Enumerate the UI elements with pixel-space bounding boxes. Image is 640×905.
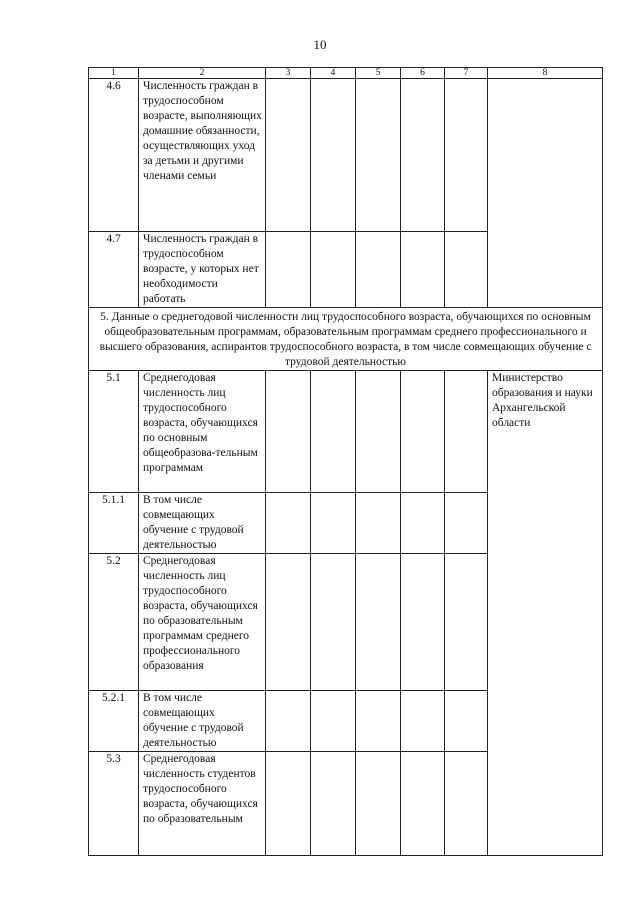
column-number: 2 xyxy=(139,68,266,79)
data-table xyxy=(88,67,603,856)
row-label: Численность граждан в трудоспособном возрасте, выполняющих домашние обязанности, осуществляющих уход за детьми и другими членами семьи xyxy=(139,79,266,232)
row-number: 5.1 xyxy=(89,371,139,493)
column-number: 5 xyxy=(356,68,401,79)
table-row xyxy=(89,371,603,493)
row-number: 4.6 xyxy=(89,79,139,232)
column-number: 6 xyxy=(401,68,445,79)
column-number: 4 xyxy=(311,68,356,79)
column-number: 1 xyxy=(89,68,139,79)
row-number: 5.2 xyxy=(89,554,139,691)
column-number: 7 xyxy=(445,68,488,79)
column-number: 3 xyxy=(266,68,311,79)
row-label: Среднегодовая численность студентов трудоспособного возраста, обучающихся по образовательным xyxy=(139,752,266,856)
column-number: 8 xyxy=(488,68,603,79)
row-label: В том числе совмещающих обучение с трудовой деятельностью xyxy=(139,691,266,752)
row-number: 4.7 xyxy=(89,232,139,308)
column-number-row xyxy=(89,68,603,79)
table-row xyxy=(89,79,603,232)
section-header-row xyxy=(89,308,603,371)
row-label: Среднегодовая численность лиц трудоспособного возраста, обучающихся по основным общеобразова-тельным программам xyxy=(139,371,266,493)
section-5-title: 5. Данные о среднегодовой численности лиц трудоспособного возраста, обучающихся по основным общеобразовательным программам, образовательным программам среднего профессионального и высшего образования, аспирантов трудоспособного возраста, в том числе совмещающих обучение с трудовой деятельностью xyxy=(89,308,603,371)
page-number: 10 xyxy=(313,37,327,52)
row-label: Численность граждан в трудоспособном возрасте, у которых нет необходимости работать xyxy=(139,232,266,308)
row-label: В том числе совмещающих обучение с трудовой деятельностью xyxy=(139,493,266,554)
row-number: 5.1.1 xyxy=(89,493,139,554)
row-number: 5.3 xyxy=(89,752,139,856)
row-label: Среднегодовая численность лиц трудоспособного возраста, обучающихся по образовательным программам среднего профессионального образования xyxy=(139,554,266,691)
responsible-body: Министерство образования и науки Архангельской области xyxy=(488,371,603,856)
responsible-cell-empty xyxy=(488,79,603,308)
row-number: 5.2.1 xyxy=(89,691,139,752)
